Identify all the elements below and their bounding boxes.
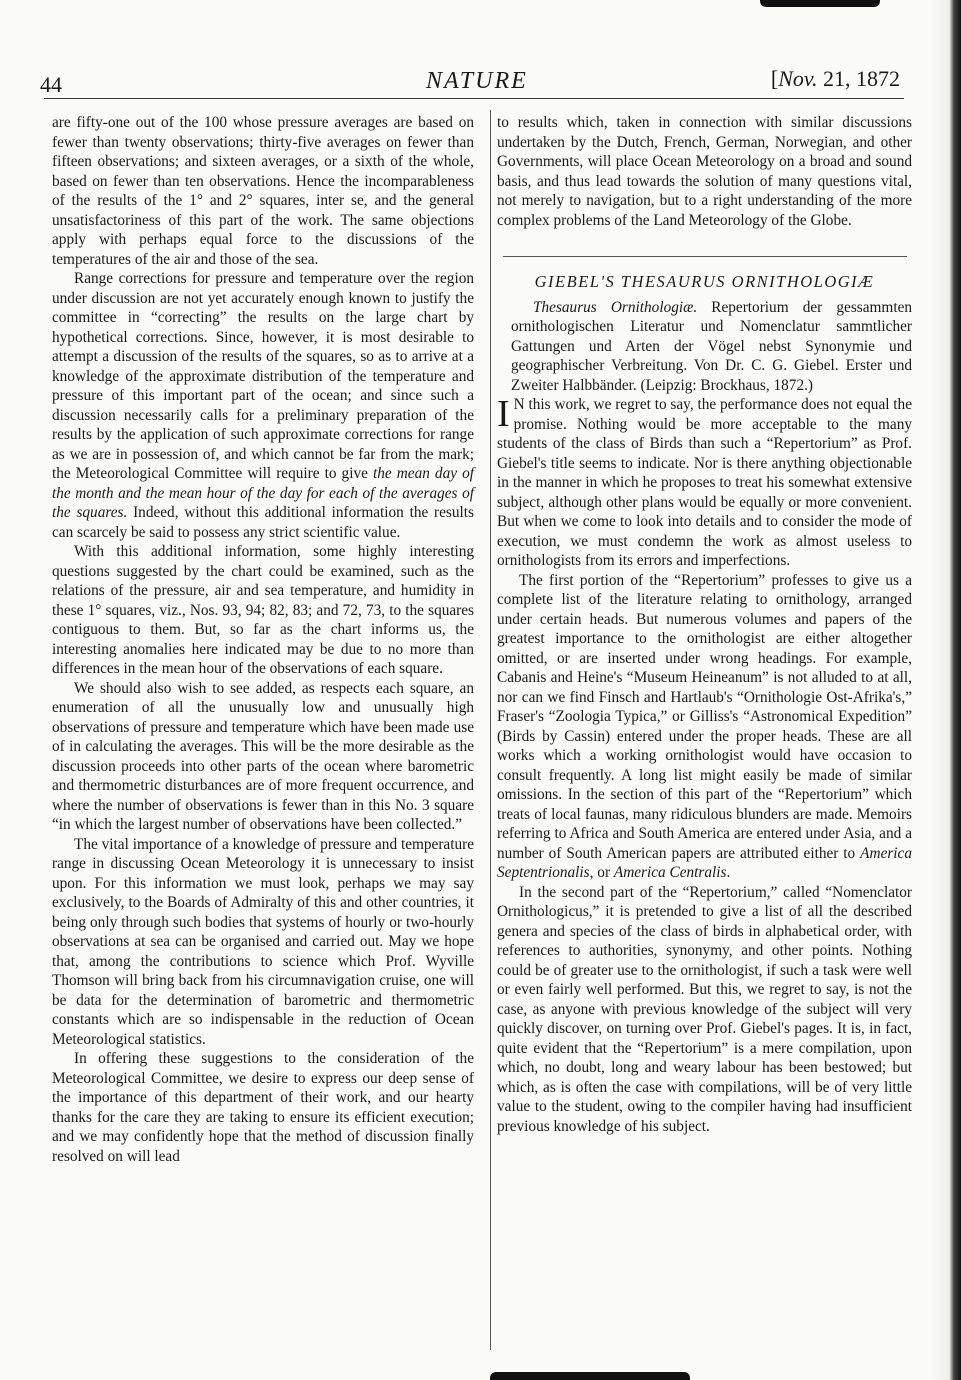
paragraph: In the second part of the “Repertorium,” called “Nomenclator Ornithologicus,” it is pretended to give a list of all the described genera and species of the class of birds in alphabetical order, with references to authorities, synonymy, and other points. Nothing could be of greater use to the ornithologist, if such a task were well or even fairly well performed. But this, we regret to say, is not the case, as anyone with previous knowledge of the subject will very quickly discover, on turning over Prof. Giebel's pages. It is, in fact, quite evident that the “Repertorium” is a mere compilation, upon which, no doubt, long and weary labour has been bestowed; but which, as is often the case with compilations, will be of very little value to the student, owing to the compiler having had insufficient previous knowledge of his subject. xyxy=(497,883,912,1135)
page-header xyxy=(40,66,900,106)
date-rest: 21, 1872 xyxy=(817,66,900,91)
date-bracket: [ xyxy=(770,66,779,91)
text-run: Range corrections for pressure and temperature over the region under discussion are not yet accurately enough known to justify the committee in “correcting” the results on the large chart by hypothetical corrections. Since, however, it is most desirable to attempt a discussion of the results of the squares, so as to arrive at a knowledge of the approximate distribution of the temperature and pressure of this important part of the ocean; and since such a discussion necessarily calls for a preliminary preparation of the results by the application of such approximate corrections for range as we are in possession of, and which cannot be far from the mark; the Meteorological Committee will require to give xyxy=(52,270,474,482)
italic-run: America Septentrionalis xyxy=(497,844,912,881)
drop-cap: I xyxy=(497,393,510,435)
scan-edge-top xyxy=(760,0,880,7)
paragraph: With this additional information, some highly interesting questions suggested by the chart could be examined, such as the relations of the pressure, air and sea temperature, and humidity in these 1° squares, viz., Nos. 93, 94; 82, 83; and 72, 73, to the squares contiguous to them. But, so far as the chart informs us, the interesting anomalies here indicated may be due to no more than differences in the mean hour of the observations of each square. xyxy=(52,543,474,677)
text-run: The first portion of the “Repertorium” professes to give us a complete list of the literature relating to ornithology, arranged under certain heads. But numerous volumes and papers of the greatest importance to the ornithologist are either altogether omitted, or are inserted under wrong headings. For example, Cabanis and Heine's “Museum Heineanum” is not alluded to at all, nor can we find Finsch and Hartlaub's “Ornithologie Ost-Afrika's,” Fraser's “Zoologia Typica,” or Gilliss's “Astronomical Expedition” (Birds by Cassin) entered under the proper heads. These are all works which a working ornithologist would have occasion to consult frequently. A long list might easily be made of similar omissions. In the section of this part of the “Repertorium” which treats of local faunas, many ridiculous blunders are made. Memoirs referring to Africa and South America are entered under Asia, and a number of South American papers are attributed either to xyxy=(497,571,912,862)
text-run: . xyxy=(726,864,731,881)
paragraph: In offering these suggestions to the consideration of the Meteorological Committee, we desire to express our deep sense of the importance of this department of their work, and our hearty thanks for the care they are taking to ensure its efficient execution; and we may confidently hope that the method of discussion finally resolved on will lead xyxy=(52,1050,474,1165)
paragraph: We should also wish to see added, as respects each square, an enumeration of all the unusually low and unusually high observations of pressure and temperature which have been made use of in calculating the averages. This will be the more desirable as the discussion proceeds into other parts of the ocean where barometric and thermometric disturbances are of more frequent occurrence, and where the number of observations is fewer than in this No. 3 square “in which the largest number of observations have been collected.” xyxy=(52,679,474,833)
scan-edge-right xyxy=(949,0,961,1380)
right-column xyxy=(497,113,912,1136)
journal-title: NATURE xyxy=(426,68,528,94)
issue-date xyxy=(771,66,900,92)
italic-run: America Centralis xyxy=(613,864,727,881)
book-citation xyxy=(497,298,912,396)
text-run: N this work, we regret to say, the performance does not equal the promise. Nothing would be more acceptable to the many students of the class of Birds than such a “Repertorium” as Prof. Giebel's title seems to indicate. Nor is there anything objectionable in the manner in which he proposes to treat his somewhat extensive subject, although other plans would be equally or more convenient. But when we come to look into details and to consider the mode of execution, we must condemn the work as almost useless to ornithologists from its errors and imperfections. xyxy=(497,396,912,569)
text-run: , or xyxy=(589,864,614,881)
paragraph: are fifty-one out of the 100 whose pressure averages are based on fewer than twenty observations; thirty-five averages on fewer than fifteen observations; and sixteen averages, or a sixth of the whole, based on fewer than ten observations. Hence the incomparableness of the results of the 1° and 2° squares, inter se, and the general unsatisfactoriness of this part of the work. The same objections apply with perhaps equal force to the discussions of the temperatures of the air and those of the sea. xyxy=(52,114,474,268)
header-rule xyxy=(44,98,904,99)
scan-edge-bottom xyxy=(490,1372,690,1380)
page-number: 44 xyxy=(40,72,62,97)
text-run: Indeed, without this additional information the results can scarcely be said to possess any strict scientific value. xyxy=(52,504,474,541)
paragraph xyxy=(497,571,912,883)
italic-run: the mean day of the month and the mean hour of the day for each of the averages of the squares. xyxy=(52,465,474,521)
column-rule xyxy=(490,110,491,1350)
citation-details: Repertorium der gessammten ornithologischen Literatur und Nomenclatur sammtlicher Gattungen und Arten der Vögel nebst Synonymie und geographischer Verbreitung. Von Dr. C. G. Giebel. Erster und Zweiter Halbbänder. (Leipzig: Brockhaus, 1872.) xyxy=(511,298,913,394)
article-title: GIEBEL'S THESAURUS ORNITHOLOGIÆ xyxy=(534,272,875,291)
scan-shadow xyxy=(929,0,949,1380)
citation-title: Thesaurus Ornithologiæ. xyxy=(533,298,698,316)
paragraph xyxy=(52,269,474,542)
left-column xyxy=(52,113,474,1166)
date-month: Nov. xyxy=(778,66,818,91)
paragraph: to results which, taken in connection with similar discussions undertaken by the Dutch, French, German, Norwegian, and other Governments, will place Ocean Meteorology on a broad and sound basis, and thus lead towards the solution of many questions vital, not merely to navigation, but to a right understanding of the more complex problems of the Land Meteorology of the Globe. xyxy=(497,114,912,229)
article-separator xyxy=(503,256,907,257)
paragraph: The vital importance of a knowledge of pressure and temperature range in discussing Ocean Meteorology it is unnecessary to insist upon. For this information we must look, perhaps we may say exclusively, to the Boards of Admiralty of this and other countries, it being only through such bodies that systems of hourly or two-hourly observations at sea can be organised and carried out. May we hope that, among the contributions to science which Prof. Wyville Thomson will bring back from his circumnavigation cruise, one will be data for the determination of barometric and thermometric constants which are so indispensable in the reduction of Ocean Meteorological statistics. xyxy=(52,835,474,1048)
paragraph xyxy=(497,395,912,571)
